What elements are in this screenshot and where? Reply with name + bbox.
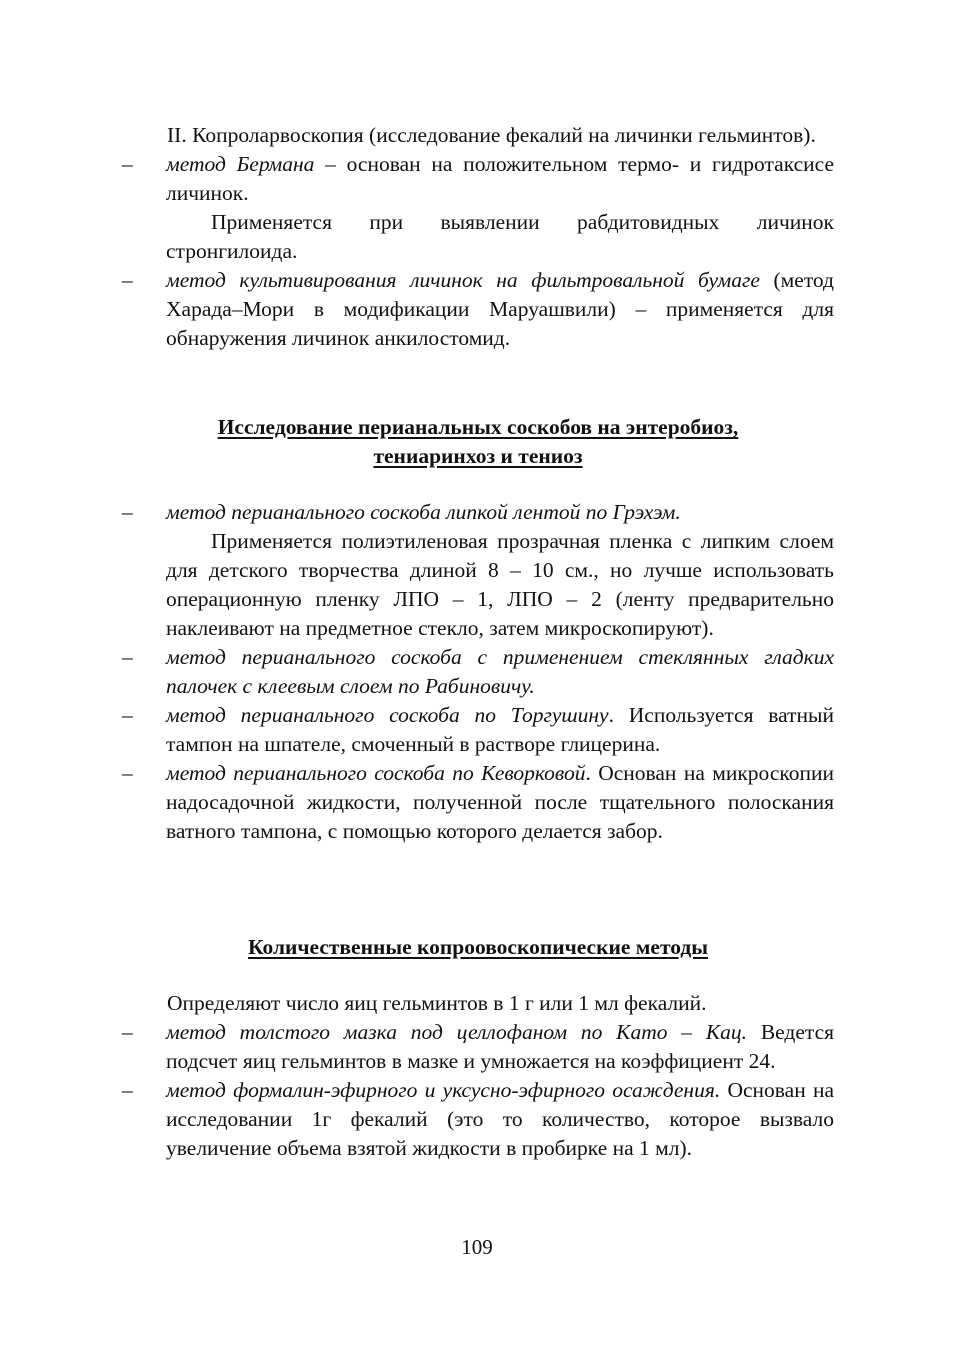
list-item [122, 643, 834, 701]
section-perianal [122, 498, 834, 846]
method-description: . Используется ватный тампон на шпателе, смоченный в растворе глицерина. [166, 703, 834, 756]
dash-bullet: – [122, 1020, 133, 1044]
method-name: метод перианального соскоба по Кеворковой [166, 761, 586, 785]
heading-line: тениаринхоз и тениоз [373, 444, 583, 468]
section-heading [122, 413, 834, 471]
dash-bullet: – [122, 152, 133, 176]
method-name: метод перианального соскоба с применением стеклянных гладких палочек с клеевым слоем по Рабиновичу. [166, 645, 834, 698]
list-item [122, 1018, 834, 1076]
section-coprolarvoscopy [122, 121, 834, 353]
dash-bullet: – [122, 500, 133, 524]
section-intro: II. Копроларвоскопия (исследование фекалий на личинки гельминтов). [167, 123, 816, 147]
method-name: метод перианального соскоба липкой лентой по Грэхэм. [166, 500, 681, 524]
section-quantitative [122, 989, 834, 1163]
list-item [122, 498, 834, 643]
section-heading [122, 933, 834, 962]
method-name: метод перианального соскоба по Торгушину [166, 703, 609, 727]
method-name: метод культивирования личинок на фильтровальной бумаге [166, 268, 760, 292]
method-name: метод толстого мазка под целлофаном по Като – Кац. [166, 1020, 748, 1044]
method-description: – основан на положительном термо- и гидротаксисе личинок. [166, 152, 834, 205]
list-item [122, 266, 834, 353]
heading-line: Исследование перианальных соскобов на энтеробиоз, [217, 415, 739, 439]
method-description: Основан на исследовании 1г фекалий (это то количество, которое вызвало увеличение объема взятой жидкости в пробирке на 1 мл). [166, 1078, 834, 1160]
dash-bullet: – [122, 645, 133, 669]
list-item [122, 701, 834, 759]
heading-line: Количественные копроовоскопические методы [247, 935, 709, 959]
list-item [122, 759, 834, 846]
dash-bullet: – [122, 703, 133, 727]
page-number: 109 [461, 1235, 493, 1259]
section-intro: Определяют число яиц гельминтов в 1 г или 1 мл фекалий. [167, 991, 707, 1015]
list-item [122, 1076, 834, 1163]
method-description: (метод Харада–Мори в модификации Маруашвили) – применяется для обнаружения личинок анкилостомид. [166, 268, 834, 350]
method-note: Применяется при выявлении рабдитовидных личинок стронгилоида. [166, 210, 834, 263]
method-description: Ведется подсчет яиц гельминтов в мазке и умножается на коэффициент 24. [166, 1020, 834, 1073]
method-description: . Основан на микроскопии надосадочной жидкости, полученной после тщательного полоскания ватного тампона, с помощью которого делается забор. [166, 761, 834, 843]
method-name: метод формалин-эфирного и уксусно-эфирного осаждения. [166, 1078, 721, 1102]
method-name: метод Бермана [166, 152, 315, 176]
method-note: Применяется полиэтиленовая прозрачная пленка с липким слоем для детского творчества длиной 8 – 10 см., но лучше использовать операционную пленку ЛПО – 1, ЛПО – 2 (ленту предварительно наклеивают на предметное стекло, затем микроскопируют). [166, 529, 834, 640]
dash-bullet: – [122, 1078, 133, 1102]
dash-bullet: – [122, 761, 133, 785]
dash-bullet: – [122, 268, 133, 292]
list-item [122, 150, 834, 266]
